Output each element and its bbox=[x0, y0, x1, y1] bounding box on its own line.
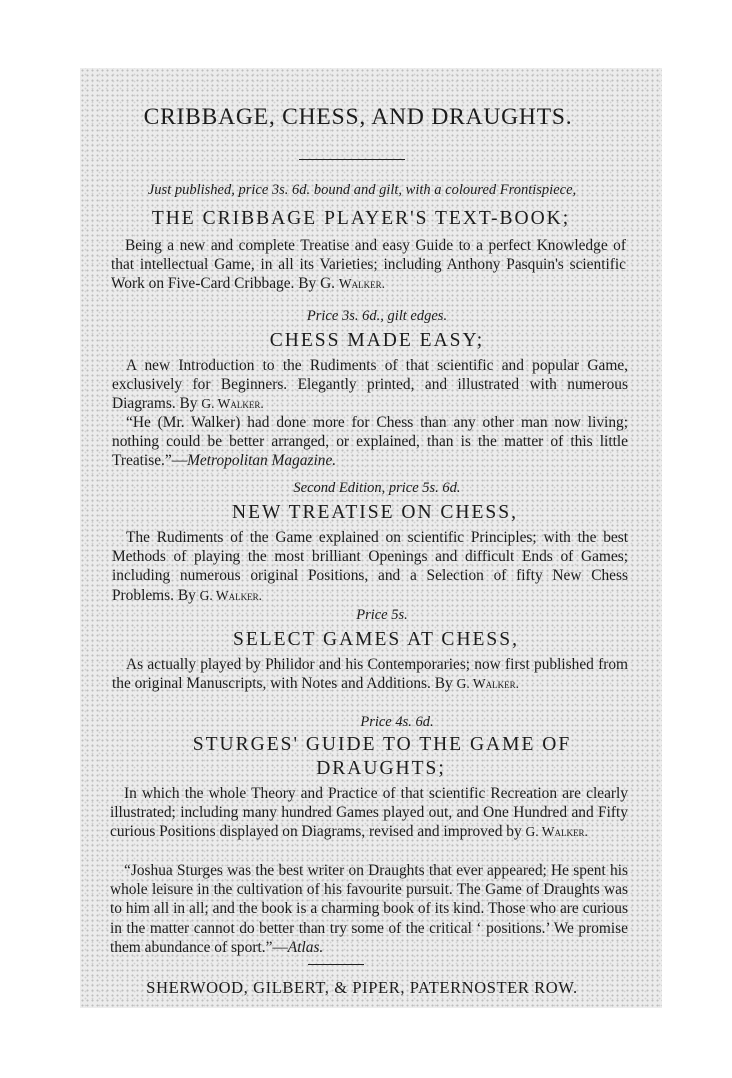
notice-cribbage: Just published, price 3s. 6d. bound and gilt, with a coloured Frontispiece, bbox=[147, 182, 577, 198]
description-sturges: In which the whole Theory and Practice of that scientific Recreation are clearly illustrated; including many hundred Games played out, and One Hundred and Fifty curious Positions displayed on Diagrams, revised and improved by G. Walker. bbox=[110, 785, 628, 841]
review-sturges: “Joshua Sturges was the best writer on Draughts that ever appeared; He spent his whole leisure in the cultivation of his favourite pursuit. The Game of Draughts was to him all in all; and the book is a charming book of its kind. Those who are curious in the matter cannot do better than try some of the critical ‘ positions.’ We promise them abundance of sport.”—Atlas. bbox=[110, 862, 628, 956]
title-sturges-line2: DRAUGHTS; bbox=[316, 758, 446, 779]
description-chess-made-easy: A new Introduction to the Rudiments of that scientific and popular Game, exclusively for Beginners. Elegantly printed, and illustrated with numerous Diagrams. By G. Walker. bbox=[112, 357, 628, 413]
notice-chess-made-easy: Price 3s. 6d., gilt edges. bbox=[306, 308, 448, 324]
description-cribbage: Being a new and complete Treatise and easy Guide to a perfect Knowledge of that intellectual Game, in all its Varieties; including Anthony Pasquin's scientific Work on Five-Card Cribbage. By G. Walker. bbox=[111, 237, 626, 293]
title-new-treatise: NEW TREATISE ON CHESS, bbox=[232, 502, 518, 523]
notice-select-games: Price 5s. bbox=[356, 607, 408, 623]
title-cribbage: THE CRIBBAGE PLAYER'S TEXT-BOOK; bbox=[151, 208, 571, 229]
description-select-games: As actually played by Philidor and his Contemporaries; now first published from the original Manuscripts, with Notes and Additions. By G. Walker. bbox=[112, 656, 628, 693]
publisher-footer: SHERWOOD, GILBERT, & PIPER, PATERNOSTER ROW. bbox=[146, 978, 578, 997]
main-title: CRIBBAGE, CHESS, AND DRAUGHTS. bbox=[143, 104, 573, 130]
review-chess-made-easy: “He (Mr. Walker) had done more for Chess than any other man now living; nothing could be better arranged, or explained, than is the matter of this little Treatise.”—Metropolitan Magazine. bbox=[112, 414, 628, 470]
footer-rule bbox=[308, 964, 364, 965]
notice-sturges: Price 4s. 6d. bbox=[360, 714, 434, 730]
title-select-games: SELECT GAMES AT CHESS, bbox=[233, 629, 519, 650]
title-chess-made-easy: CHESS MADE EASY; bbox=[269, 330, 485, 351]
title-sturges-line1: STURGES' GUIDE TO THE GAME OF bbox=[192, 734, 572, 755]
description-new-treatise: The Rudiments of the Game explained on scientific Principles; with the best Methods of playing the most brilliant Openings and difficult Ends of Games; including numerous original Positions, and a Selection of fifty New Chess Problems. By G. Walker. bbox=[112, 529, 628, 604]
notice-new-treatise: Second Edition, price 5s. 6d. bbox=[293, 480, 461, 496]
title-rule bbox=[299, 159, 405, 160]
